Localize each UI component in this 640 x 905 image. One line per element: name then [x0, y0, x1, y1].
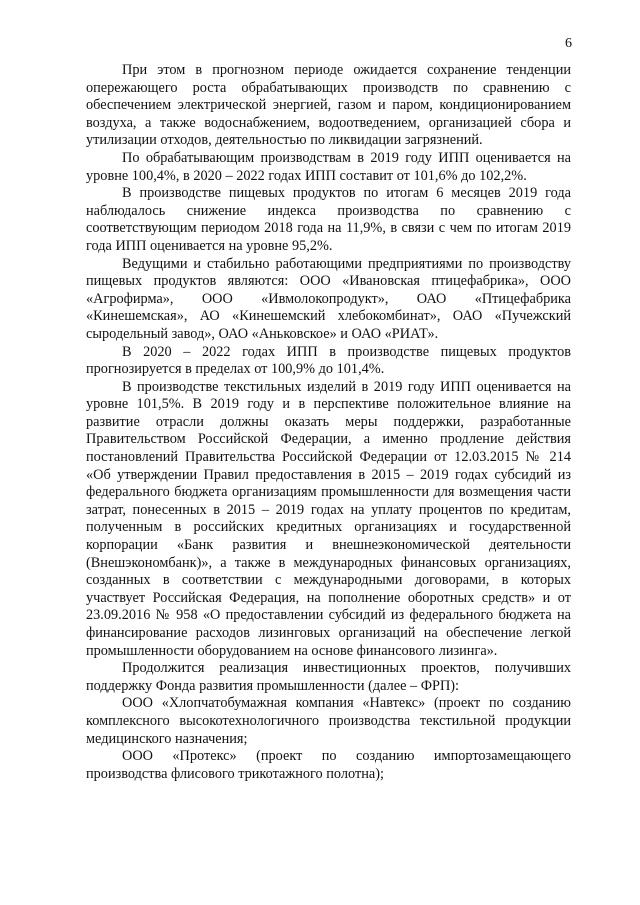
paragraph: В производстве пищевых продуктов по итогам 6 месяцев 2019 года наблюдалось снижение индекса производства по сравнению с соответствующим периодом 2018 года на 11,9%, в связи с чем по итогам 2019 года ИПП оценивается на уровне 95,2%. [86, 185, 571, 254]
paragraph: ООО «Протекс» (проект по созданию импортозамещающего производства флисового трикотажного полотна); [86, 748, 571, 782]
page-number: 6 [565, 36, 572, 51]
paragraph: Ведущими и стабильно работающими предприятиями по производству пищевых продуктов являются: ООО «Ивановская птицефабрика», ООО «Агрофирма», ООО «Ивмолокопродукт», ОАО «Птицефабрика «Кинешемская», АО «Кинешемский хлебокомбинат», ОАО «Пучежский сыродельный завод», ОАО «Аньковское» и ОАО «РИАТ». [86, 255, 571, 342]
paragraph: По обрабатывающим производствам в 2019 году ИПП оценивается на уровне 100,4%, в 2020 – 2022 годах ИПП составит от 101,6% до 102,2%. [86, 149, 571, 184]
body-text [86, 62, 571, 783]
paragraph: В 2020 – 2022 годах ИПП в производстве пищевых продуктов прогнозируется в пределах от 100,9% до 101,4%. [86, 343, 571, 378]
paragraph: ООО «Хлопчатобумажная компания «Навтекс» (проект по созданию комплексного высокотехнологичного производства текстильной продукции медицинского назначения; [86, 695, 571, 747]
paragraph: В производстве текстильных изделий в 2019 году ИПП оценивается на уровне 101,5%. В 2019 году и в перспективе положительное влияние на развитие отрасли должны оказать меры поддержки, разработанные Правительством Российской Федерации, а именно продление действия постановлений Правительства Российской Федерации от 12.03.2015 № 214 «Об утверждении Правил предоставления в 2015 – 2019 годах субсидий из федерального бюджета организациям промышленности для возмещения части затрат, понесенных в 2015 – 2019 годах на уплату процентов по кредитам, полученным в российских кредитных организациях и государственной корпорации «Банк развития и внешнеэкономической деятельности (Внешэкономбанк)», а также в международных финансовых организациях, созданных в соответствии с международными договорами, в которых участвует Российская Федерация, на пополнение оборотных средств» и от 23.09.2016 № 958 «О предоставлении субсидий из федерального бюджета на финансирование расходов лизинговых организаций на обеспечение легкой промышленности оборудованием на основе финансового лизинга». [86, 378, 571, 659]
paragraph: При этом в прогнозном периоде ожидается сохранение тенденции опережающего роста обрабатывающих производств по сравнению с обеспечением электрической энергией, газом и паром, кондиционированием воздуха, а также водоснабжением, водоотведением, организацией сбора и утилизации отходов, деятельностью по ликвидации загрязнений. [86, 62, 571, 149]
paragraph: Продолжится реализация инвестиционных проектов, получивших поддержку Фонда развития промышленности (далее – ФРП): [86, 660, 571, 694]
